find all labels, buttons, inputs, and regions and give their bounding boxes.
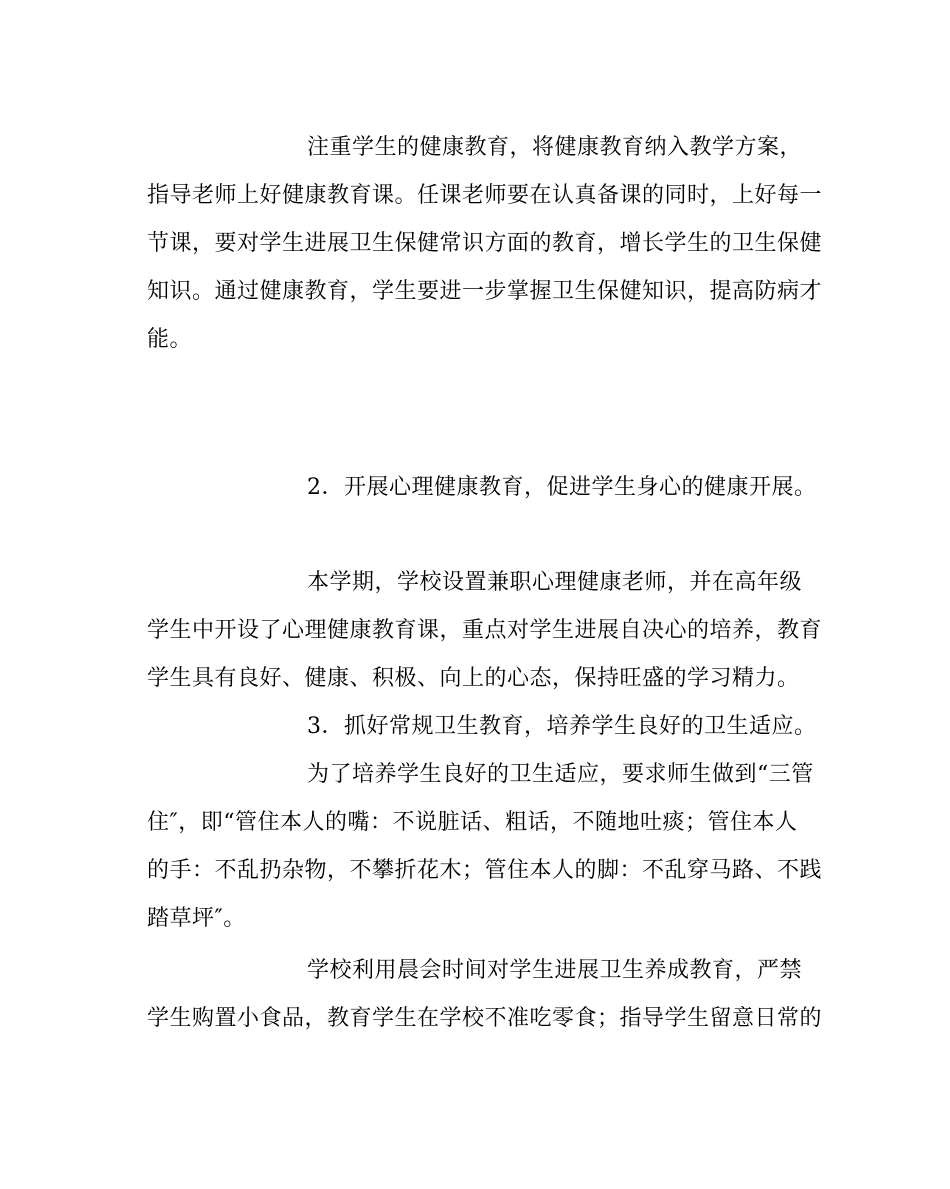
paragraph-3-line-2: 住″，即“管住本人的嘴：不说脏话、粗话，不随地吐痰；管住本人 <box>147 810 798 835</box>
paragraph-2-line-3: 学生具有良好、健康、积极、向上的心态，保持旺盛的学习精力。 <box>147 666 800 691</box>
paragraph-1-line-1: 注重学生的健康教育，将健康教育纳入教学方案， <box>307 135 803 160</box>
paragraph-2-line-2: 学生中开设了心理健康教育课，重点对学生进展自决心的培养，教育 <box>147 618 823 643</box>
paragraph-3-line-3: 的手：不乱扔杂物，不攀折花木；管住本人的脚：不乱穿马路、不践 <box>147 858 823 883</box>
section-heading-3: 3．抓好常规卫生教育，培养学生良好的卫生适应。 <box>307 714 817 739</box>
paragraph-4-line-1: 学校利用晨会时间对学生进展卫生养成教育，严禁 <box>307 958 803 983</box>
section-heading-2: 2．开展心理健康教育，促进学生身心的健康开展。 <box>307 475 817 500</box>
paragraph-3-line-1: 为了培养学生良好的卫生适应，要求师生做到“三管 <box>307 762 814 787</box>
paragraph-4-line-2: 学生购置小食品，教育学生在学校不准吃零食；指导学生留意日常的 <box>147 1006 823 1031</box>
paragraph-1-line-2: 指导老师上好健康教育课。任课老师要在认真备课的同时，上好每一 <box>147 183 823 208</box>
paragraph-2-line-1: 本学期，学校设置兼职心理健康老师，并在高年级 <box>307 570 803 595</box>
paragraph-1-line-5: 能。 <box>147 327 193 352</box>
paragraph-3-line-4: 踏草坪″。 <box>147 906 246 931</box>
paragraph-1-line-3: 节课，要对学生进展卫生保健常识方面的教育，增长学生的卫生保健 <box>147 231 823 256</box>
paragraph-1-line-4: 知识。通过健康教育，学生要进一步掌握卫生保健知识，提高防病才 <box>147 279 823 304</box>
